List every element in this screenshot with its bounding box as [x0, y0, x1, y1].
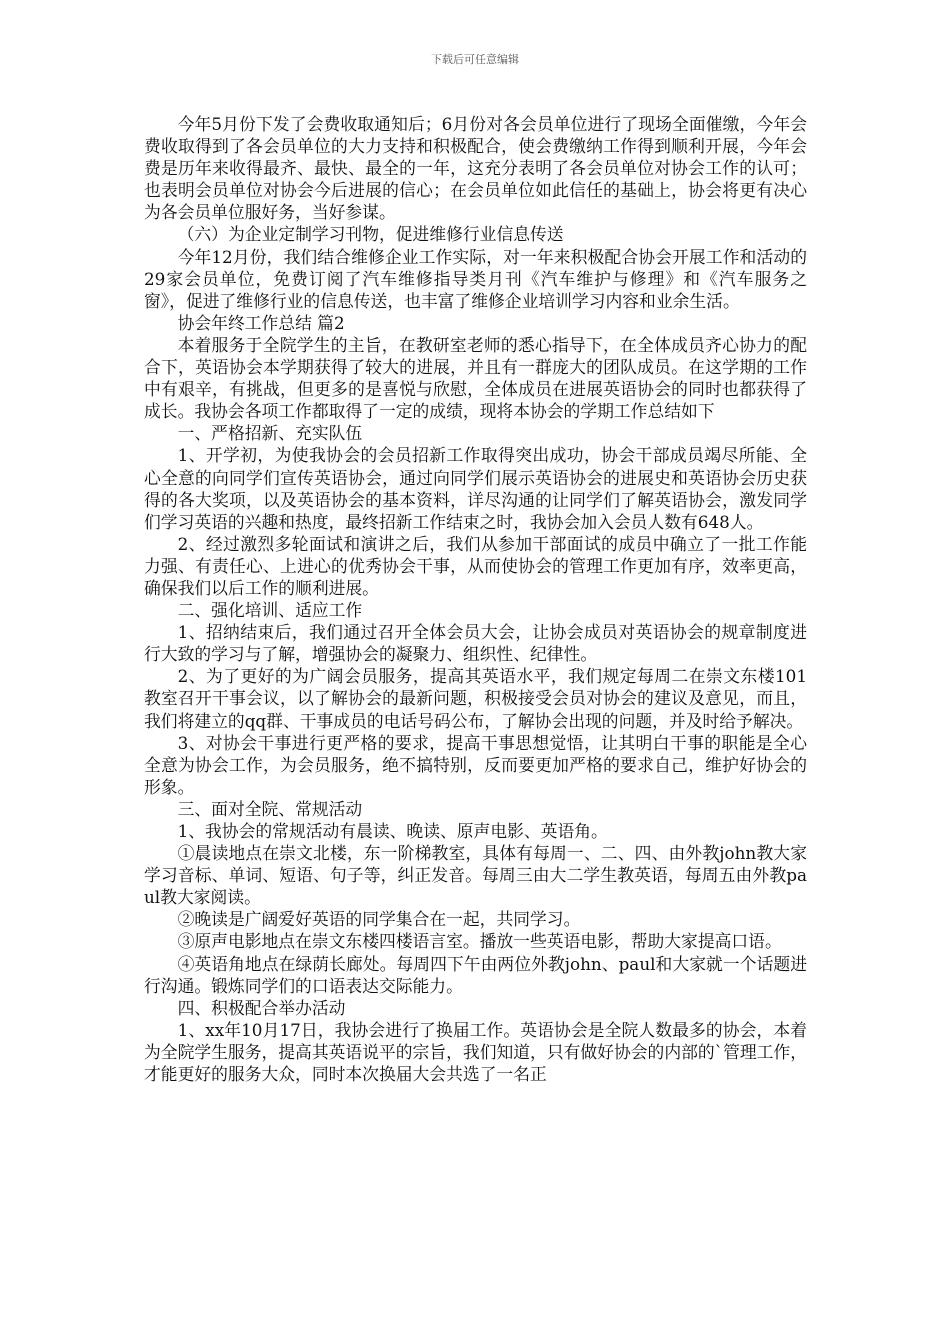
paragraph: ②晚读是广阔爱好英语的同学集合在一起，共同学习。	[177, 909, 581, 930]
paragraph: 1、招纳结束后，我们通过召开全体会员大会，让协会成员对英语协会的规章制度进行大致的学习与了解，增强协会的凝聚力、组织性、纪律性。	[144, 622, 807, 665]
section-heading: 二、强化培训、适应工作	[177, 600, 363, 621]
page-header: 下载后可任意编辑	[431, 53, 519, 66]
paragraph: ①晨读地点在崇文北楼，东一阶梯教室，具体有每周一、二、四、由外教john教大家学习音标、单词、短语、句子等，纠正发音。每周三由大二学生教英语，每周五由外教paul教大家阅读。	[144, 843, 807, 908]
paragraph: ③原声电影地点在崇文东楼四楼语言室。播放一些英语电影，帮助大家提高口语。	[177, 931, 782, 952]
section-heading: 四、积极配合举办活动	[177, 997, 346, 1018]
paragraph: 本着服务于全院学生的主旨，在教研室老师的悉心指导下，在全体成员齐心协力的配合下，英语协会本学期获得了较大的进展，并且有一群庞大的团队成员。在这学期的工作中有艰辛，有挑战，但更多的是喜悦与欣慰，全体成员在进展英语协会的同时也都获得了成长。我协会各项工作都取得了一定的成绩，现将本协会的学期工作总结如下	[144, 334, 807, 422]
paragraph: 2、为了更好的为广阔会员服务，提高其英语水平，我们规定每周二在崇文东楼101教室召开干事会议，以了解协会的最新问题，积极接受会员对协会的建议及意见，而且，我们将建立的qq群、干事成员的电话号码公布，了解协会出现的问题，并及时给予解决。	[144, 666, 807, 731]
paragraph: 1、xx年10月17日，我协会进行了换届工作。英语协会是全院人数最多的协会，本着为全院学生服务，提高其英语说平的宗旨，我们知道，只有做好协会的内部的`管理工作，才能更好的服务大众，同时本次换届大会共选了一名正	[144, 1019, 807, 1085]
section-title: 协会年终工作总结 篇2	[177, 312, 345, 333]
section-heading: 一、严格招新、充实队伍	[177, 423, 363, 444]
paragraph: ④英语角地点在绿荫长廊处。每周四下午由两位外教john、paul和大家就一个话题进行沟通。锻炼同学们的口语表达交际能力。	[144, 953, 807, 996]
document-body	[144, 113, 807, 1085]
paragraph: 今年5月份下发了会费收取通知后；6月份对各会员单位进行了现场全面催缴，今年会费收取得到了各会员单位的大力支持和积极配合，使会费缴纳工作得到顺利开展，今年会费是历年来收得最齐、最快、最全的一年，这充分表明了各会员单位对协会工作的认可；也表明会员单位对协会今后进展的信心；在会员单位如此信任的基础上，协会将更有决心为各会员单位服好务，当好参谋。	[144, 114, 807, 223]
section-heading: 三、面对全院、常规活动	[177, 798, 363, 819]
paragraph: 今年12月份，我们结合维修企业工作实际，对一年来积极配合协会开展工作和活动的29家会员单位，免费订阅了汽车维修指导类月刊《汽车维护与修理》和《汽车服务之窗》，促进了维修行业的信息传送，也丰富了维修企业培训学习内容和业余生活。	[144, 246, 807, 311]
paragraph: 2、经过激烈多轮面试和演讲之后，我们从参加干部面试的成员中确立了一批工作能力强、有责任心、上进心的优秀协会干事，从而使协会的管理工作更加有序，效率更高，确保我们以后工作的顺利进展。	[144, 533, 807, 598]
paragraph: 1、我协会的常规活动有晨读、晚读、原声电影、英语角。	[177, 821, 608, 841]
section-heading: （六）为企业定制学习刊物，促进维修行业信息传送	[177, 224, 564, 245]
paragraph: 1、开学初，为使我协会的会员招新工作取得突出成功，协会干部成员竭尽所能、全心全意的向同学们宣传英语协会，通过向同学们展示英语协会的进展史和英语协会历史获得的各大奖项，以及英语协会的基本资料，详尽沟通的让同学们了解英语协会，激发同学们学习英语的兴趣和热度，最终招新工作结束之时，我协会加入会员人数有648人。	[144, 445, 807, 532]
paragraph: 3、对协会干事进行更严格的要求，提高干事思想觉悟，让其明白干事的职能是全心全意为协会工作，为会员服务，绝不搞特别，反而要更加严格的要求自己，维护好协会的形象。	[144, 732, 807, 797]
